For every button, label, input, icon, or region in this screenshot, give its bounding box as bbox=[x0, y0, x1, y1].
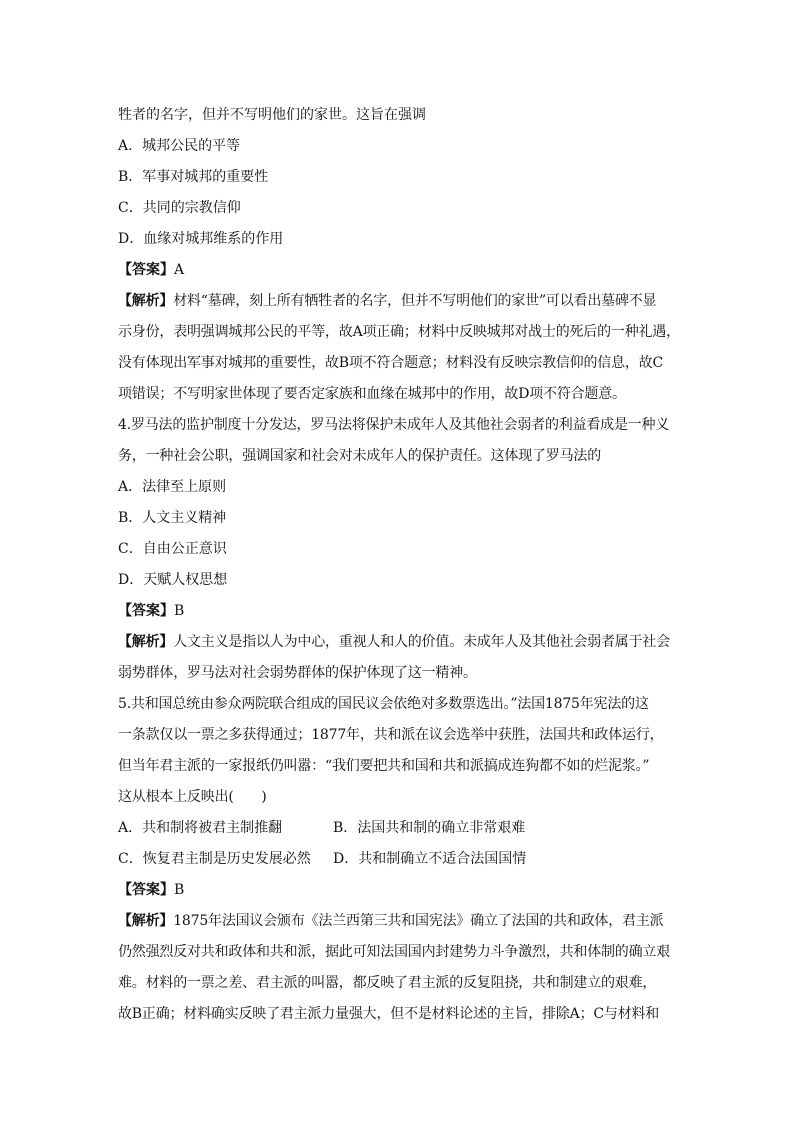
q4-option-d: D．天赋人权思想 bbox=[118, 572, 228, 588]
q3-option-c: C．共同的宗教信仰 bbox=[118, 200, 241, 216]
q5-option-c: C．恢复君主制是历史发展必然 bbox=[118, 851, 311, 867]
q5-option-b: B．法国共和制的确立非常艰难 bbox=[333, 820, 526, 836]
q5-options-row-2 bbox=[118, 844, 678, 875]
q5-analysis-line-4: 故B正确；材料确实反映了君主派力量强大，但不是材料论述的主旨，排除A；C与材料和 bbox=[118, 1006, 660, 1022]
q4-answer bbox=[118, 596, 678, 627]
q3-analysis-line-3: 没有体现出军事对城邦的重要性，故B项不符合题意；材料没有反映宗教信仰的信息，故C bbox=[118, 355, 663, 371]
q3-analysis-line-2: 示身份，表明强调城邦公民的平等，故A项正确；材料中反映城邦对战士的死后的一种礼遇， bbox=[118, 324, 680, 340]
q5-analysis-line-1 bbox=[118, 906, 678, 937]
q5-answer bbox=[118, 875, 678, 906]
q4-option-c: C．自由公正意识 bbox=[118, 541, 227, 557]
q3-option-b: B．军事对城邦的重要性 bbox=[118, 169, 269, 185]
analysis-text: 人文主义是指以人为中心，重视人和人的价值。未成年人及其他社会弱者属于社会 bbox=[173, 634, 671, 650]
answer-value: A bbox=[174, 262, 185, 278]
analysis-text: 材料“墓碑，刻上所有牺牲者的名字，但并不写明他们的家世”可以看出墓碑不显 bbox=[173, 293, 657, 309]
answer-label: 【答案】 bbox=[118, 603, 174, 619]
q4-stem-line-2: 务，一种社会公职，强调国家和社会对未成年人的保护责任。这体现了罗马法的 bbox=[118, 448, 601, 464]
q5-analysis-line-3: 难。材料的一票之差、君主派的叫嚣，都反映了君主派的反复阻挠，共和制建立的艰难， bbox=[118, 975, 657, 991]
answer-label: 【答案】 bbox=[118, 262, 174, 278]
answer-label: 【答案】 bbox=[118, 882, 174, 898]
answer-value: B bbox=[174, 882, 185, 898]
analysis-label: 【解析】 bbox=[118, 293, 174, 309]
q4-analysis-line-2: 弱势群体，罗马法对社会弱势群体的保护体现了这一精神。 bbox=[118, 665, 477, 681]
q3-analysis-line-4: 项错误；不写明家世体现了要否定家族和血缘在城邦中的作用，故D项不符合题意。 bbox=[118, 386, 626, 402]
q4-stem-line-1: 4.罗马法的监护制度十分发达，罗马法将保护未成年人及其他社会弱者的利益看成是一种义 bbox=[118, 417, 670, 433]
q4-analysis-line-1 bbox=[118, 627, 678, 658]
q3-option-a: A．城邦公民的平等 bbox=[118, 138, 241, 154]
q3-answer bbox=[118, 255, 678, 286]
q5-stem-line-2: 一条款仅以一票之多获得通过；1877年，共和派在议会选举中获胜，法国共和政体运行， bbox=[118, 727, 664, 743]
analysis-label: 【解析】 bbox=[118, 634, 174, 650]
q5-option-a: A．共和制将被君主制推翻 bbox=[118, 820, 283, 836]
q5-option-d: D．共和制确立不适合法国国情 bbox=[333, 851, 527, 867]
document-page bbox=[118, 100, 678, 1030]
q3-analysis-line-1 bbox=[118, 286, 678, 317]
answer-value: B bbox=[174, 603, 185, 619]
q5-stem-line-4: 这从根本上反映出( ) bbox=[118, 789, 267, 805]
q3-stem-tail: 牲者的名字，但并不写明他们的家世。这旨在强调 bbox=[118, 107, 426, 123]
q5-stem-line-3: 但当年君主派的一家报纸仍叫嚣：“我们要把共和国和共和派搞成连狗都不如的烂泥浆。” bbox=[118, 758, 650, 774]
q5-analysis-line-2: 仍然强烈反对共和政体和共和派，据此可知法国国内封建势力斗争激烈，共和体制的确立艰 bbox=[118, 944, 670, 960]
q4-option-a: A．法律至上原则 bbox=[118, 479, 227, 495]
q5-stem-line-1: 5.共和国总统由参众两院联合组成的国民议会依绝对多数票选出。”法国1875年宪法的这 bbox=[118, 696, 649, 712]
q3-option-d: D．血缘对城邦维系的作用 bbox=[118, 231, 284, 247]
q5-options-row-1 bbox=[118, 813, 678, 844]
analysis-text: 1875年法国议会颁布《法兰西第三共和国宪法》确立了法国的共和政体，君主派 bbox=[173, 913, 664, 929]
analysis-label: 【解析】 bbox=[118, 913, 174, 929]
q4-option-b: B．人文主义精神 bbox=[118, 510, 227, 526]
